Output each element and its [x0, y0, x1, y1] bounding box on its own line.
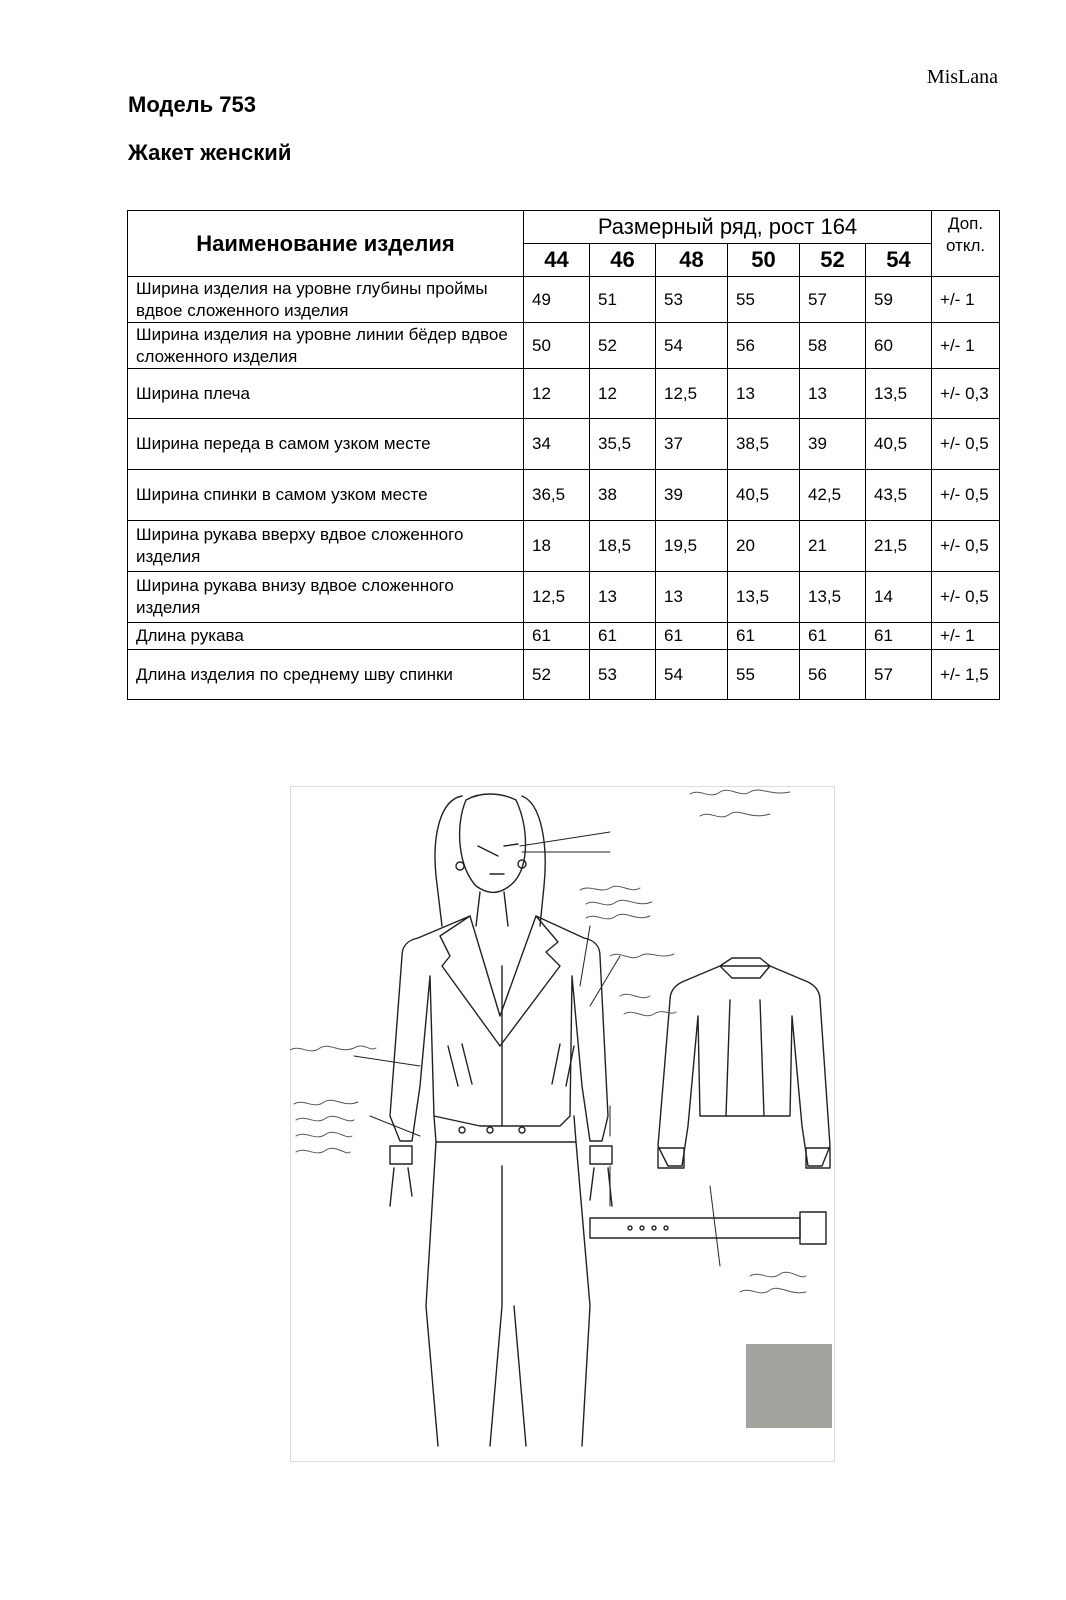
- table-row: [128, 369, 1000, 419]
- measurement-cell: 34: [524, 419, 590, 470]
- measurement-cell: 52: [590, 323, 656, 369]
- measurement-cell: 12,5: [524, 572, 590, 623]
- measurement-cell: 58: [800, 323, 866, 369]
- measurement-cell: 13: [590, 572, 656, 623]
- deviation-cell: +/- 0,3: [932, 369, 1000, 419]
- measurement-cell: 52: [524, 650, 590, 700]
- measurement-cell: 40,5: [866, 419, 932, 470]
- measurement-cell: 54: [656, 323, 728, 369]
- column-header-name: Наименование изделия: [128, 211, 524, 277]
- size-header: 46: [590, 244, 656, 277]
- size-header: 48: [656, 244, 728, 277]
- measurement-cell: 13,5: [866, 369, 932, 419]
- measurement-cell: 60: [866, 323, 932, 369]
- measurement-cell: 57: [800, 277, 866, 323]
- table-row: [128, 521, 1000, 572]
- measurement-cell: 13: [656, 572, 728, 623]
- measurement-cell: 43,5: [866, 470, 932, 521]
- measurement-cell: 51: [590, 277, 656, 323]
- row-label: Ширина изделия на уровне глубины проймы вдвое сложенного изделия: [128, 277, 524, 323]
- table-row: [128, 572, 1000, 623]
- measurement-cell: 53: [590, 650, 656, 700]
- table-row: [128, 419, 1000, 470]
- measurement-cell: 49: [524, 277, 590, 323]
- measurement-cell: 12: [524, 369, 590, 419]
- measurement-cell: 59: [866, 277, 932, 323]
- measurement-cell: 12: [590, 369, 656, 419]
- measurement-cell: 61: [866, 623, 932, 650]
- measurement-cell: 13,5: [728, 572, 800, 623]
- size-header: 52: [800, 244, 866, 277]
- measurement-cell: 37: [656, 419, 728, 470]
- measurement-cell: 38: [590, 470, 656, 521]
- deviation-cell: +/- 1,5: [932, 650, 1000, 700]
- column-header-deviation: Доп. откл.: [932, 211, 1000, 277]
- measurement-cell: 56: [800, 650, 866, 700]
- measurement-cell: 13: [728, 369, 800, 419]
- table-row: [128, 277, 1000, 323]
- measurement-cell: 55: [728, 650, 800, 700]
- row-label: Ширина рукава внизу вдвое сложенного изделия: [128, 572, 524, 623]
- measurement-cell: 13: [800, 369, 866, 419]
- measurement-cell: 19,5: [656, 521, 728, 572]
- table-row: [128, 623, 1000, 650]
- deviation-cell: +/- 1: [932, 623, 1000, 650]
- size-header: 50: [728, 244, 800, 277]
- measurement-cell: 53: [656, 277, 728, 323]
- deviation-cell: +/- 0,5: [932, 470, 1000, 521]
- measurement-cell: 61: [728, 623, 800, 650]
- size-header: 44: [524, 244, 590, 277]
- technical-sketch: [290, 786, 835, 1462]
- row-label: Ширина переда в самом узком месте: [128, 419, 524, 470]
- fabric-swatch: [746, 1344, 832, 1428]
- measurement-cell: 50: [524, 323, 590, 369]
- measurement-cell: 14: [866, 572, 932, 623]
- measurement-cell: 21: [800, 521, 866, 572]
- row-label: Ширина рукава вверху вдвое сложенного изделия: [128, 521, 524, 572]
- row-label: Длина рукава: [128, 623, 524, 650]
- measurement-cell: 40,5: [728, 470, 800, 521]
- measurement-cell: 36,5: [524, 470, 590, 521]
- size-chart-table: [127, 210, 1000, 700]
- measurement-cell: 20: [728, 521, 800, 572]
- size-header: 54: [866, 244, 932, 277]
- measurement-cell: 12,5: [656, 369, 728, 419]
- model-title: Модель 753: [128, 92, 256, 117]
- column-header-size-range: Размерный ряд, рост 164: [524, 211, 932, 244]
- measurement-cell: 39: [656, 470, 728, 521]
- table-row: [128, 470, 1000, 521]
- measurement-cell: 61: [800, 623, 866, 650]
- deviation-cell: +/- 0,5: [932, 572, 1000, 623]
- measurement-cell: 38,5: [728, 419, 800, 470]
- deviation-cell: +/- 1: [932, 323, 1000, 369]
- measurement-cell: 35,5: [590, 419, 656, 470]
- product-title: Жакет женский: [128, 140, 292, 165]
- measurement-cell: 57: [866, 650, 932, 700]
- measurement-cell: 18,5: [590, 521, 656, 572]
- measurement-cell: 39: [800, 419, 866, 470]
- deviation-cell: +/- 0,5: [932, 419, 1000, 470]
- row-label: Длина изделия по среднему шву спинки: [128, 650, 524, 700]
- deviation-cell: +/- 0,5: [932, 521, 1000, 572]
- row-label: Ширина спинки в самом узком месте: [128, 470, 524, 521]
- measurement-cell: 18: [524, 521, 590, 572]
- row-label: Ширина изделия на уровне линии бёдер вдвое сложенного изделия: [128, 323, 524, 369]
- measurement-cell: 56: [728, 323, 800, 369]
- row-label: Ширина плеча: [128, 369, 524, 419]
- measurement-cell: 61: [590, 623, 656, 650]
- table-row: [128, 650, 1000, 700]
- measurement-cell: 21,5: [866, 521, 932, 572]
- measurement-cell: 13,5: [800, 572, 866, 623]
- measurement-cell: 42,5: [800, 470, 866, 521]
- measurement-cell: 61: [656, 623, 728, 650]
- measurement-cell: 61: [524, 623, 590, 650]
- brand-name: MisLana: [926, 66, 998, 88]
- measurement-cell: 55: [728, 277, 800, 323]
- deviation-cell: +/- 1: [932, 277, 1000, 323]
- table-row: [128, 323, 1000, 369]
- measurement-cell: 54: [656, 650, 728, 700]
